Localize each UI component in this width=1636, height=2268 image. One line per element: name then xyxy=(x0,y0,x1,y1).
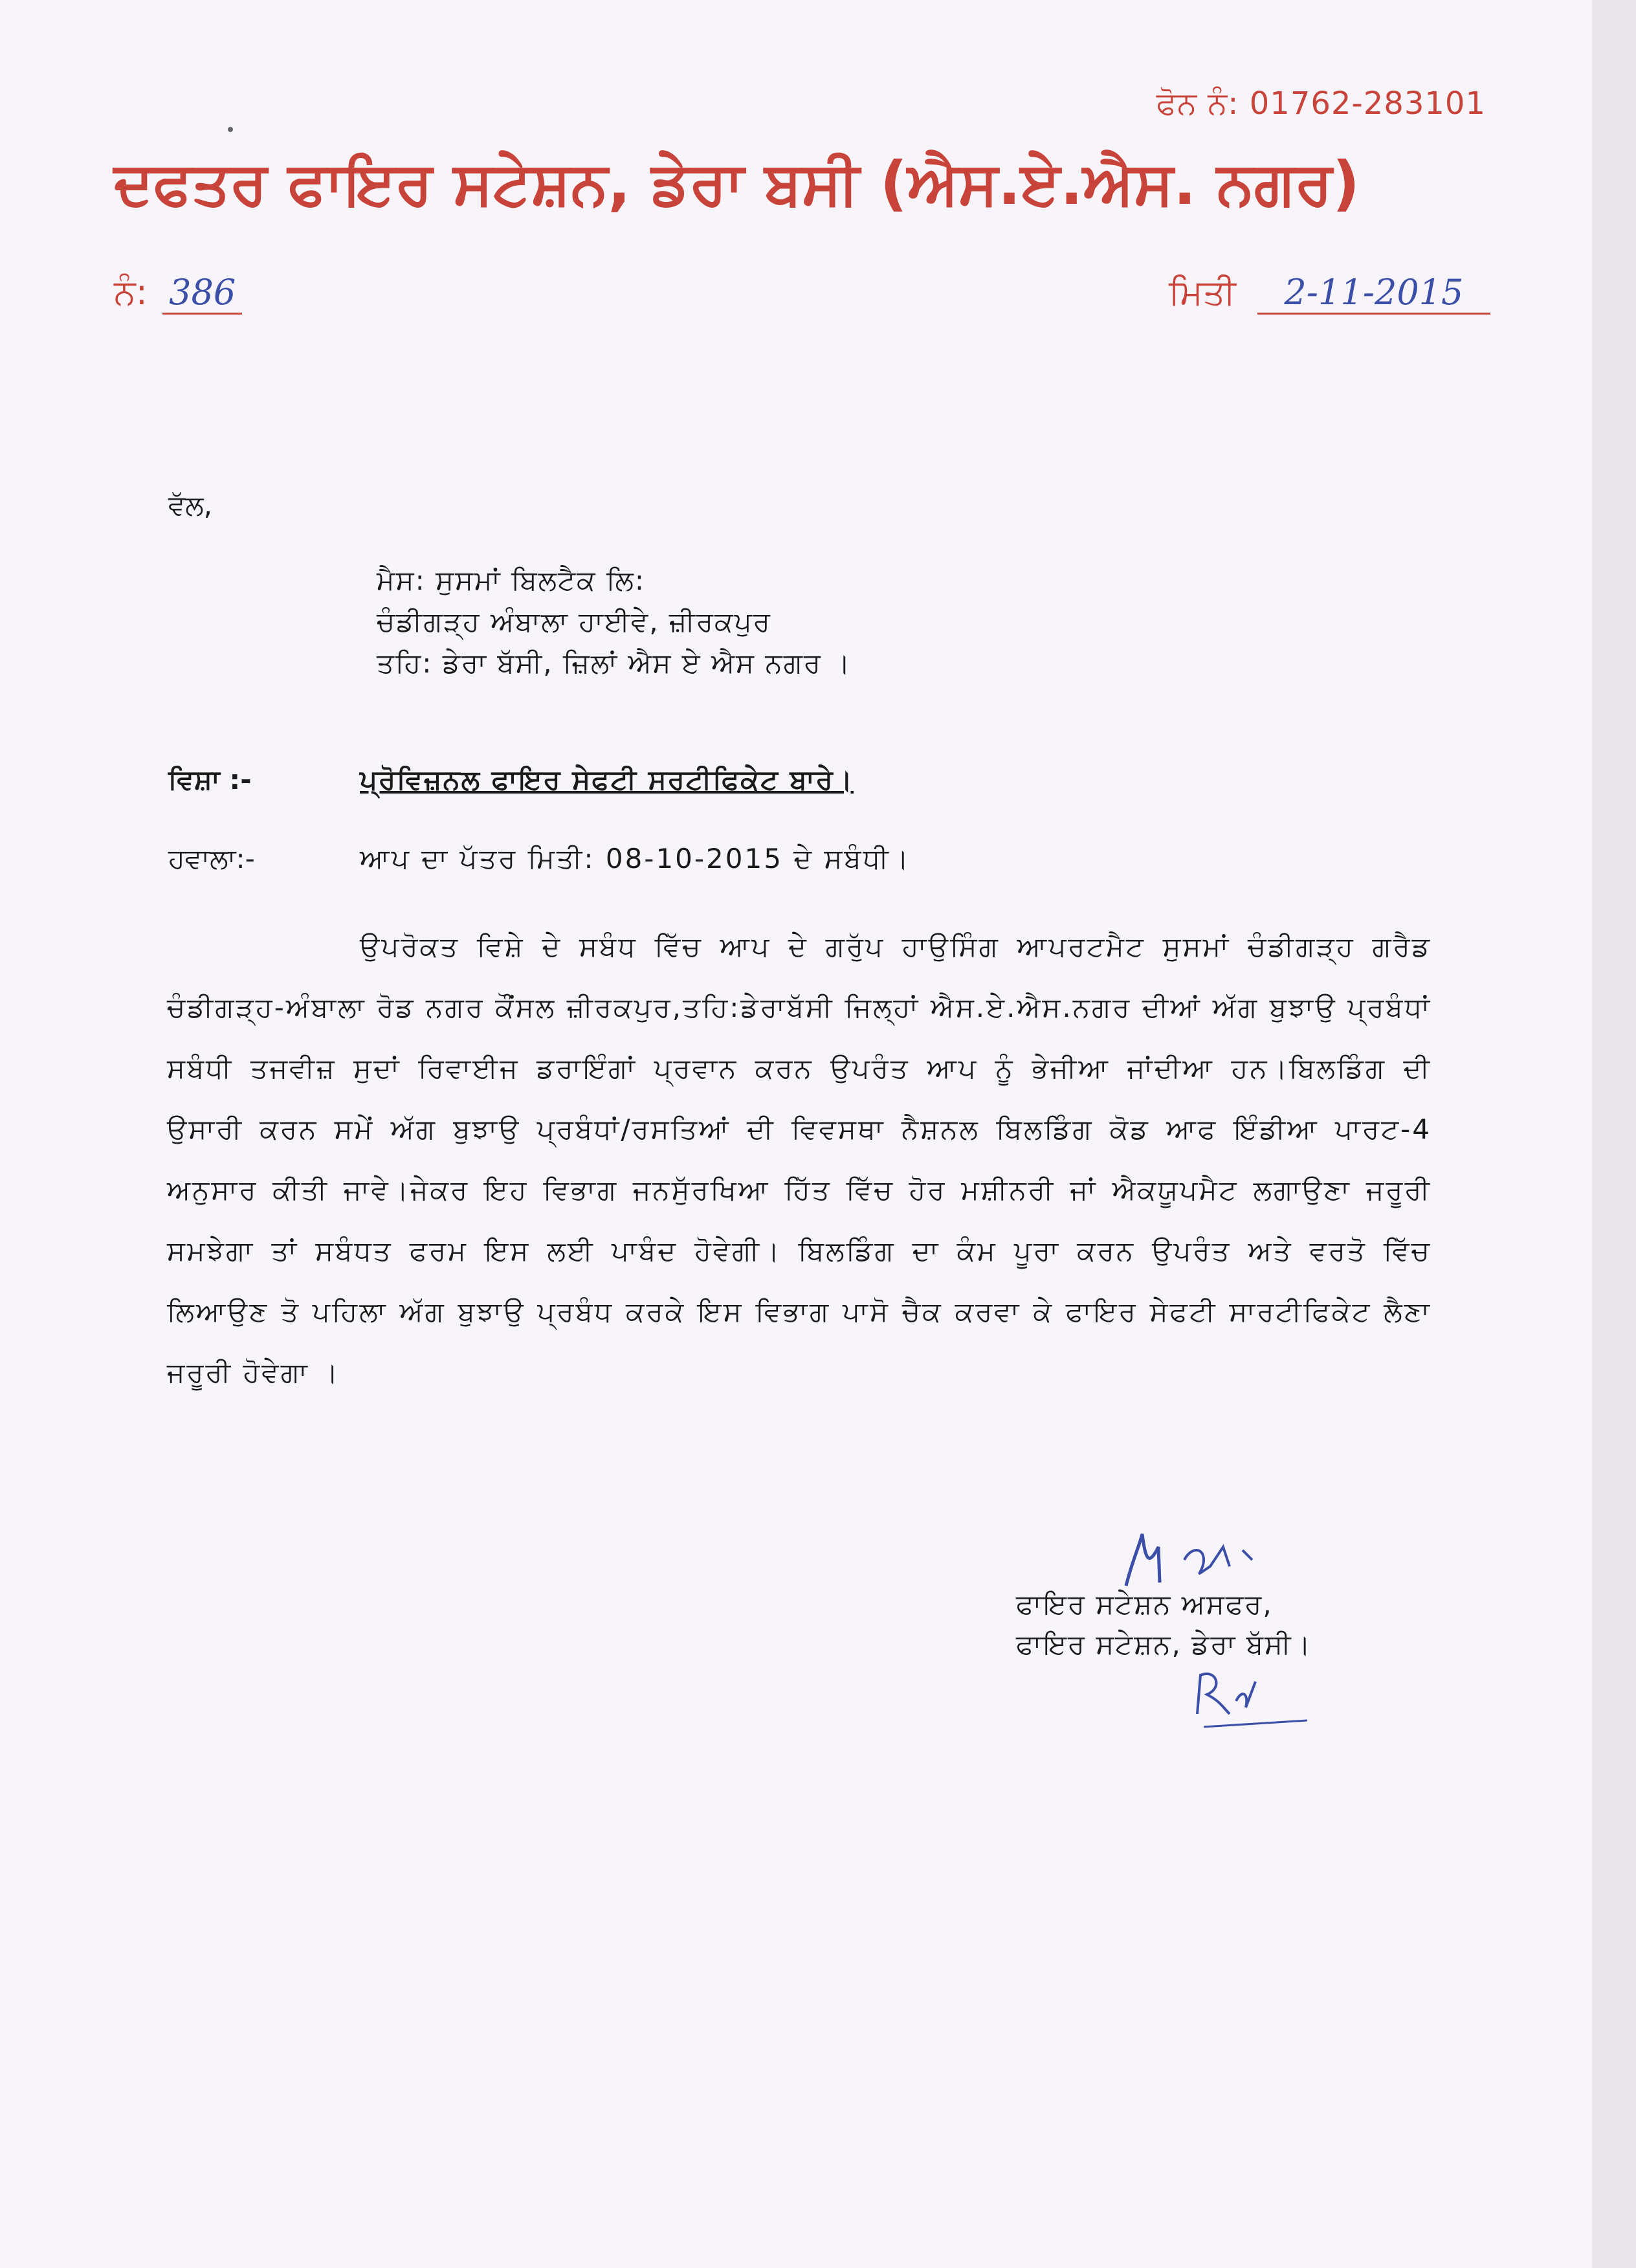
scan-speck xyxy=(228,127,233,132)
subject-label: ਵਿਸ਼ਾ :- xyxy=(168,764,252,795)
scan-edge xyxy=(1592,0,1636,2268)
subject-text: ਪ੍ਰੋਵਿਜ਼ਨਲ ਫਾਇਰ ਸੇਫਟੀ ਸਰਟੀਫਿਕੇਟ ਬਾਰੇ। xyxy=(360,764,854,795)
body-paragraph: ਉਪਰੋਕਤ ਵਿਸ਼ੇ ਦੇ ਸਬੰਧ ਵਿੱਚ ਆਪ ਦੇ ਗਰੁੱਪ ਹਾਉਸਿੰਗ ਆਪਰਟਮੈਟ ਸੁਸਮਾਂ ਚੰਡੀਗੜ੍ਹ ਗਰੈਡ ਚੰਡੀਗੜ੍ਹ-ਅੰਬਾਲਾ ਰੋਡ ਨਗਰ ਕੌਂਸਲ ਜ਼ੀਰਕਪੁਰ,ਤਹਿ:ਡੇਰਾਬੱਸੀ ਜਿਲ੍ਹਾਂ ਐਸ.ਏ.ਐਸ.ਨਗਰ ਦੀਆਂ ਅੱਗ ਬੁਝਾਉ ਪ੍ਰਬੰਧਾਂ ਸਬੰਧੀ ਤਜਵੀਜ਼ ਸੁਦਾਂ ਰਿਵਾਈਜ ਡਰਾਇੰਗਾਂ ਪ੍ਰਵਾਨ ਕਰਨ ਉਪਰੰਤ ਆਪ ਨੂੰ ਭੇਜੀਆ ਜਾਂਦੀਆ ਹਨ।ਬਿਲਡਿੰਗ ਦੀ ਉਸਾਰੀ ਕਰਨ ਸਮੇਂ ਅੱਗ ਬੁਝਾਉ ਪ੍ਰਬੰਧਾਂ/ਰਸਤਿਆਂ ਦੀ ਵਿਵਸਥਾ ਨੈਸ਼ਨਲ ਬਿਲਡਿੰਗ ਕੋਡ ਆਫ ਇੰਡੀਆ ਪਾਰਟ-4 ਅਨੁਸਾਰ ਕੀਤੀ ਜਾਵੇ।ਜੇਕਰ ਇਹ ਵਿਭਾਗ ਜਨਸੁੱਰਖਿਆ ਹਿੱਤ ਵਿੱਚ ਹੋਰ ਮਸ਼ੀਨਰੀ ਜਾਂ ਐਕਯੂਪਮੈਟ ਲਗਾਉਣਾ ਜਰੂਰੀ ਸਮਝੇਗਾ ਤਾਂ ਸਬੰਧਤ ਫਰਮ ਇਸ ਲਈ ਪਾਬੰਦ ਹੋਵੇਗੀ। ਬਿਲਡਿੰਗ ਦਾ ਕੰਮ ਪੂਰਾ ਕਰਨ ਉਪਰੰਤ ਅਤੇ ਵਰਤੋ ਵਿੱਚ ਲਿਆਉਣ ਤੋ ਪਹਿਲਾ ਅੱਗ ਬੁਝਾਉ ਪ੍ਰਬੰਧ ਕਰਕੇ ਇਸ ਵਿਭਾਗ ਪਾਸੋ ਚੈਕ ਕਰਵਾ ਕੇ ਫਾਇਰ ਸੇਫਟੀ ਸਾਰਟੀਫਿਕੇਟ ਲੈਣਾ ਜਰੂਰੀ ਹੋਵੇਗਾ । xyxy=(167,931,1432,1388)
initials-scribble xyxy=(1184,1662,1314,1733)
letter-date xyxy=(1169,272,1490,315)
recipient-line: ਮੈਸ: ਸੁਸਮਾਂ ਬਿਲਟੈਕ ਲਿ: xyxy=(377,564,646,596)
signatory-title: ਫਾਇਰ ਸਟੇਸ਼ਨ ਅਸਫਰ, xyxy=(1016,1588,1273,1620)
reference-text: ਆਪ ਦਾ ਪੱਤਰ ਮਿਤੀ: 08-10-2015 ਦੇ ਸਬੰਧੀ। xyxy=(360,843,911,874)
reference-label: ਹਵਾਲਾ:- xyxy=(168,843,255,874)
office-title: ਦਫਤਰ ਫਾਇਰ ਸਟੇਸ਼ਨ, ਡੇਰਾ ਬਸੀ (ਐਸ.ਏ.ਐਸ. ਨਗਰ) xyxy=(114,149,1360,218)
signatory-office: ਫਾਇਰ ਸਟੇਸ਼ਨ, ਡੇਰਾ ਬੱਸੀ। xyxy=(1016,1629,1312,1660)
phone-number: ਫੋਨ ਨੰ: 01762-283101 xyxy=(1156,85,1486,122)
letter-date-value: 2-11-2015 xyxy=(1257,272,1490,315)
letter-number-value: 386 xyxy=(162,272,242,315)
recipient-line: ਚੰਡੀਗੜ੍ਹ ਅੰਬਾਲਾ ਹਾਈਵੇ, ਜ਼ੀਰਕਪੁਰ xyxy=(377,606,771,638)
letter-date-label: ਮਿਤੀ xyxy=(1169,272,1236,313)
salutation: ਵੱਲ, xyxy=(168,489,213,521)
letter-number-label: ਨੰ: xyxy=(114,272,148,313)
letter-number xyxy=(114,272,242,313)
recipient-line: ਤਹਿ: ਡੇਰਾ ਬੱਸੀ, ਜ਼ਿਲਾਂ ਐਸ ਏ ਐਸ ਨਗਰ । xyxy=(377,647,852,679)
